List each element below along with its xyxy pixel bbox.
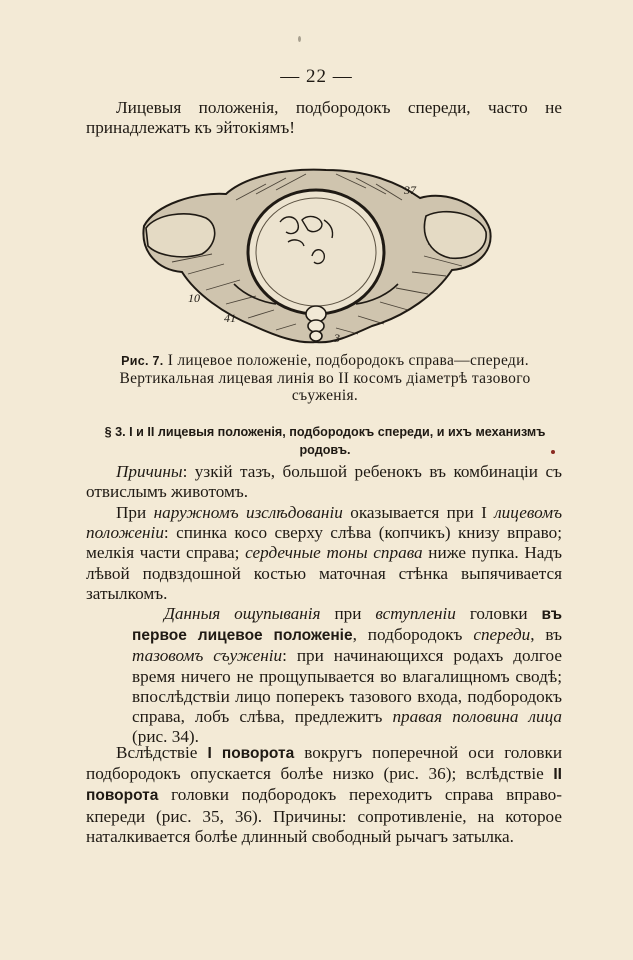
external-exam-paragraph (86, 503, 562, 604)
causes-text: : узкій тазъ, большой ребенокъ въ комбинаціи съ отвислымъ животомъ. (86, 462, 562, 502)
text-run: ниже пупка. Надъ лѣвой подвздошной костью маточная стѣнка выпячивается затылкомъ. (86, 543, 562, 603)
section-number: § 3. (104, 425, 126, 439)
page-number: — 22 — (280, 66, 353, 87)
text-run: головки подбородокъ переходитъ справа вправо-кпереди (рис. 35, 36). Причины: сопротивленіе, на которое наталкивается болѣе длинный свободный рычагъ затылка. (86, 785, 562, 846)
text-run: , въ (530, 625, 562, 645)
causes-paragraph (86, 462, 562, 502)
ink-speck (298, 36, 301, 42)
pelvis-drawing (136, 164, 496, 350)
emphasis-run: Данныя ощупыванія (164, 604, 321, 623)
figure-caption (86, 352, 564, 404)
text-run: (рис. 34). (132, 727, 199, 747)
figure-label-3: 3 (334, 331, 340, 345)
section-heading (86, 423, 564, 459)
text-run: При (116, 503, 154, 522)
emphasis-run: вступленіи (375, 604, 456, 623)
bold-run: II поворота (86, 766, 562, 805)
causes-label: Причины (116, 462, 183, 481)
bold-run: I поворота (207, 745, 295, 762)
text-run: : при начинающихся родахъ долгое время ничего не прощупывается во влагалищномъ сводѣ; впослѣдствіи лицо поперекъ тазового входа, подбородокъ справа, лобъ слѣва, предлежитъ (132, 646, 562, 727)
intro-paragraph: Лицевыя положенія, подбородокъ спереди, часто не принадлежатъ къ эйтокіямъ! (86, 98, 562, 138)
caption-text: I лицевое положеніе, подбородокъ справа—спереди. Вертикальная лицевая линія во II косомъ діаметрѣ тазового съуженія. (119, 352, 531, 404)
pelvis-illustration (136, 164, 496, 350)
text-run: : спинка косо сверху слѣва (копчикъ) книзу вправо; мелкія части справа; (86, 523, 562, 563)
bold-run: въ первое лицевое положеніе (132, 606, 562, 645)
emphasis-run: лицевомъ положеніи (86, 503, 562, 543)
figure-label-37: 37 (404, 183, 416, 197)
figure-label-41: 41 (224, 311, 236, 325)
emphasis-run: сердечные тоны справа (245, 543, 423, 563)
text-run: , подбородокъ (352, 625, 474, 645)
pelvic-inlet (248, 190, 384, 314)
rotation-paragraph (86, 743, 562, 847)
palpation-paragraph (132, 604, 562, 747)
emphasis-run: правая половина лица (392, 707, 562, 727)
left-iliac-wing (146, 214, 215, 257)
section-title: I и II лицевыя положенія, подбородокъ спереди, и ихъ механизмъ родовъ. (125, 425, 546, 457)
text-run: вокругъ поперечной оси головки подбородокъ опускается болѣе низко (рис. 36); вслѣдствіе (86, 743, 563, 784)
emphasis-run: наружномъ изслѣдованіи (153, 503, 343, 522)
emphasis-run: спереди (473, 625, 531, 645)
ink-speck (551, 450, 555, 454)
emphasis-run: тазовомъ съуженіи (132, 646, 283, 666)
text-run: оказывается при I (342, 503, 495, 522)
figure-label-10: 10 (188, 291, 200, 305)
text-run: Вслѣдствіе (116, 743, 208, 762)
text-run: при (320, 604, 376, 623)
text-run: головки (455, 604, 542, 623)
caption-label: Рис. 7. (121, 354, 164, 368)
